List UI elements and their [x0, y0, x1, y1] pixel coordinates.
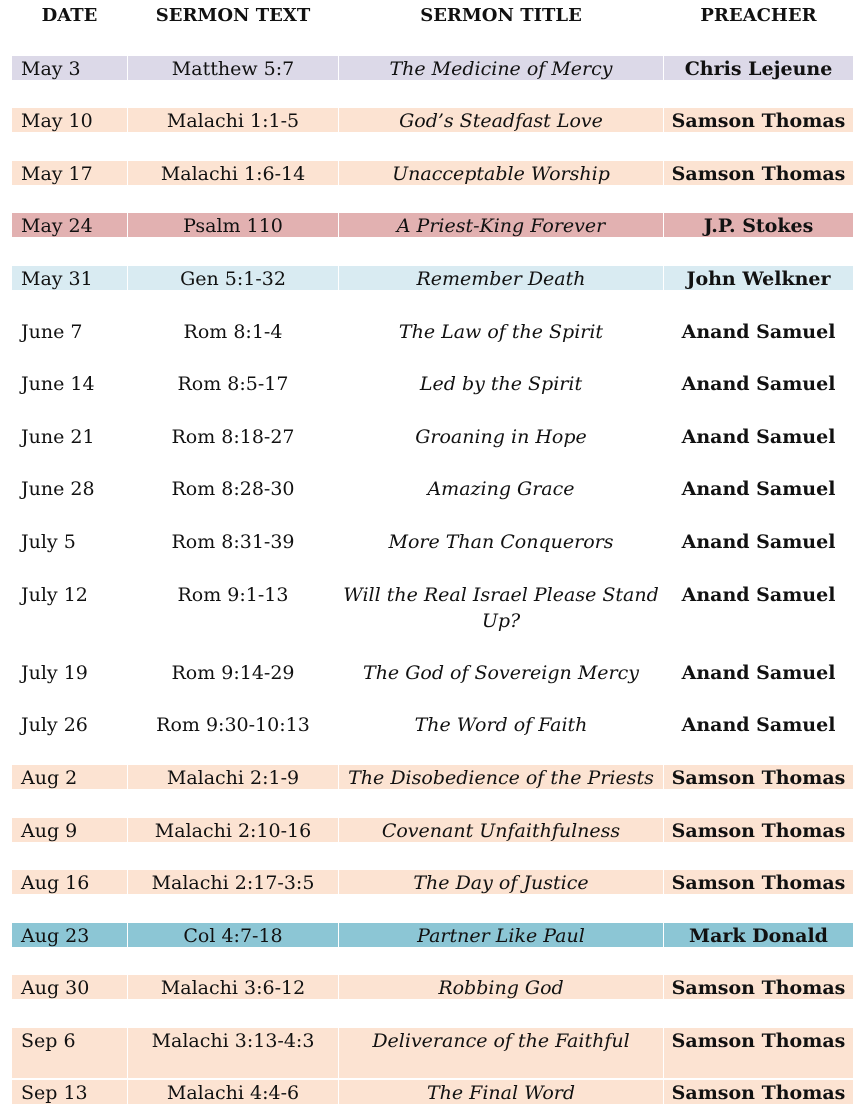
row-date: July 5 [21, 531, 76, 553]
row-sermon-title: The God of Sovereign Mercy [363, 662, 639, 684]
row-date: July 19 [21, 662, 88, 684]
row-date: Aug 2 [21, 767, 78, 789]
row-sermon-text: Rom 8:1-4 [183, 321, 283, 343]
table-row [12, 56, 853, 82]
row-date: June 28 [21, 478, 95, 500]
table-row [12, 476, 853, 502]
row-date: Aug 9 [21, 820, 78, 842]
row-sermon-text: Rom 9:14-29 [171, 662, 295, 684]
table-row [12, 161, 853, 187]
row-preacher: Samson Thomas [671, 1082, 846, 1104]
table-row [12, 1080, 853, 1106]
row-sermon-title: Groaning in Hope [415, 426, 587, 448]
row-sermon-text: Rom 8:18-27 [171, 426, 295, 448]
row-sermon-text: Malachi 4:4-6 [166, 1082, 300, 1104]
row-sermon-title: God’s Steadfast Love [399, 110, 603, 132]
row-preacher: Anand Samuel [681, 662, 836, 684]
row-preacher: Samson Thomas [671, 872, 846, 894]
row-preacher: Anand Samuel [681, 584, 836, 606]
table-row [12, 319, 853, 345]
row-sermon-title: Remember Death [416, 268, 586, 290]
table-row [12, 765, 853, 791]
row-sermon-title: The Word of Faith [414, 714, 588, 736]
table-row [12, 424, 853, 450]
row-sermon-title: More Than Conquerors [388, 531, 614, 553]
table-row [12, 660, 853, 686]
row-sermon-title: Covenant Unfaithfulness [381, 820, 621, 842]
header-sermon-title: SERMON TITLE [420, 5, 582, 26]
row-preacher: Samson Thomas [671, 767, 846, 789]
row-sermon-text: Rom 8:28-30 [171, 478, 295, 500]
row-date: May 24 [21, 215, 93, 237]
row-date: May 31 [21, 268, 93, 290]
row-sermon-title: The Day of Justice [413, 872, 589, 894]
table-row [12, 1028, 853, 1078]
row-date: June 14 [21, 373, 95, 395]
row-date: May 10 [21, 110, 93, 132]
row-sermon-title: Amazing Grace [427, 478, 575, 500]
row-preacher: Samson Thomas [671, 977, 846, 999]
row-preacher: Anand Samuel [681, 321, 836, 343]
table-row [12, 712, 853, 738]
row-date: Aug 30 [21, 977, 90, 999]
row-preacher: Chris Lejeune [684, 58, 833, 80]
row-date: Sep 6 [21, 1030, 76, 1052]
table-row [12, 213, 853, 239]
row-sermon-text: Malachi 2:17-3:5 [151, 872, 315, 894]
row-preacher: Samson Thomas [671, 820, 846, 842]
row-sermon-title: A Priest-King Forever [396, 215, 606, 237]
row-sermon-title: Unacceptable Worship [392, 163, 610, 185]
row-date: May 3 [21, 58, 81, 80]
row-sermon-text: Matthew 5:7 [171, 58, 295, 80]
row-date: May 17 [21, 163, 93, 185]
row-sermon-text: Malachi 2:1-9 [166, 767, 300, 789]
row-preacher: J.P. Stokes [703, 215, 814, 237]
row-sermon-title: Robbing God [438, 977, 564, 999]
row-sermon-text: Gen 5:1-32 [180, 268, 286, 290]
row-sermon-title: Partner Like Paul [417, 925, 585, 947]
row-sermon-text: Malachi 1:6-14 [160, 163, 306, 185]
table-row [12, 582, 853, 632]
header-sermon-text: SERMON TEXT [155, 5, 311, 26]
row-date: Aug 23 [21, 925, 90, 947]
row-sermon-text: Rom 8:31-39 [171, 531, 295, 553]
row-preacher: Anand Samuel [681, 531, 836, 553]
table-row [12, 266, 853, 292]
table-row [12, 371, 853, 397]
row-preacher: Anand Samuel [681, 426, 836, 448]
row-sermon-text: Col 4:7-18 [183, 925, 283, 947]
table-row [12, 975, 853, 1001]
row-sermon-text: Rom 8:5-17 [177, 373, 289, 395]
row-date: Aug 16 [21, 872, 90, 894]
header-date: DATE [41, 5, 98, 26]
row-date: June 21 [21, 426, 95, 448]
row-preacher: Anand Samuel [681, 714, 836, 736]
row-preacher: Samson Thomas [671, 110, 846, 132]
row-date: July 12 [21, 584, 88, 606]
row-sermon-title: The Medicine of Mercy [389, 58, 613, 80]
header-preacher: PREACHER [700, 5, 817, 26]
row-sermon-text: Rom 9:30-10:13 [156, 714, 310, 736]
table-row [12, 923, 853, 949]
row-sermon-text: Malachi 2:10-16 [154, 820, 312, 842]
row-sermon-title: The Law of the Spirit [398, 321, 604, 343]
row-preacher: Anand Samuel [681, 373, 836, 395]
row-sermon-title: Led by the Spirit [419, 373, 583, 395]
row-sermon-title: Will the Real Israel Please Stand Up? [343, 584, 659, 632]
row-sermon-text: Malachi 3:6-12 [160, 977, 306, 999]
row-sermon-title: The Disobedience of the Priests [348, 767, 654, 789]
table-row [12, 529, 853, 555]
row-sermon-text: Psalm 110 [183, 215, 283, 237]
row-sermon-title: Deliverance of the Faithful [372, 1030, 630, 1052]
row-sermon-text: Malachi 1:1-5 [166, 110, 300, 132]
row-date: July 26 [21, 714, 88, 736]
row-preacher: John Welkner [686, 268, 831, 290]
table-row [12, 870, 853, 896]
row-preacher: Samson Thomas [671, 163, 846, 185]
row-preacher: Mark Donald [689, 925, 828, 947]
table-row [12, 818, 853, 844]
table-row [12, 108, 853, 134]
row-preacher: Anand Samuel [681, 478, 836, 500]
row-sermon-text: Malachi 3:13-4:3 [151, 1030, 315, 1052]
row-sermon-text: Rom 9:1-13 [177, 584, 289, 606]
row-date: June 7 [21, 321, 83, 343]
row-date: Sep 13 [21, 1082, 88, 1104]
row-preacher: Samson Thomas [671, 1030, 846, 1052]
row-sermon-title: The Final Word [426, 1082, 576, 1104]
